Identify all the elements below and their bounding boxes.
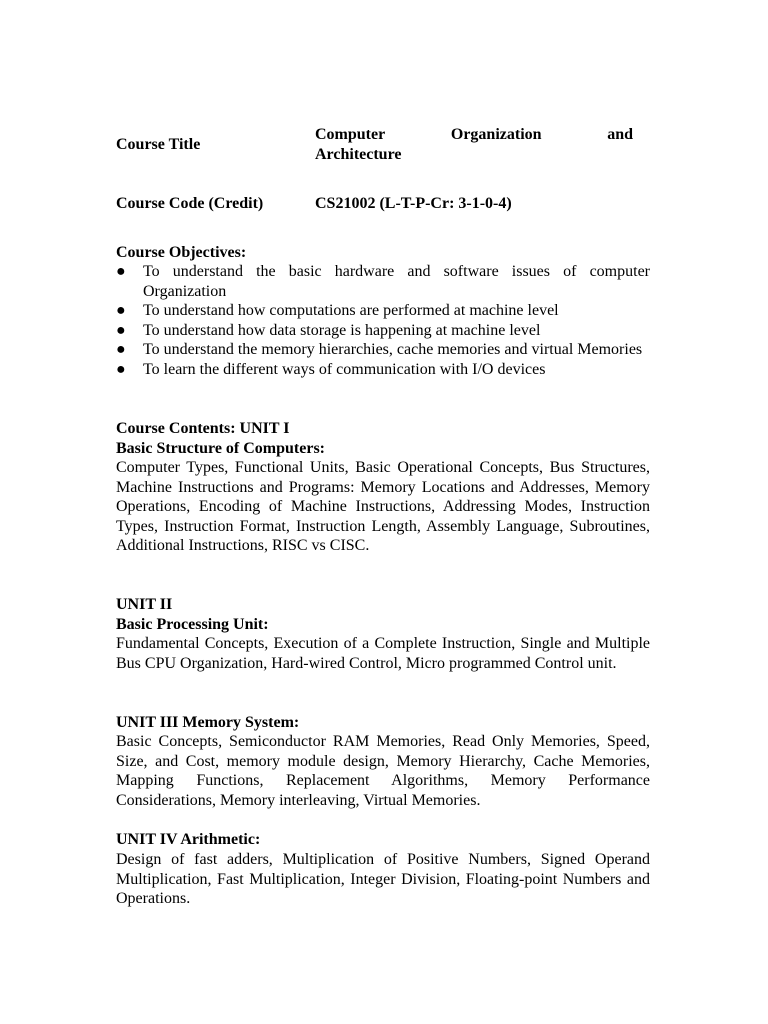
objective-text: To understand the basic hardware and software issues of computer Organization: [143, 263, 650, 300]
course-title-value-line1: [315, 125, 633, 145]
objectives-list: [116, 262, 650, 380]
unit-3-body: Basic Concepts, Semiconductor RAM Memories, Read Only Memories, Speed, Size, and Cost, memory module design, Memory Hierarchy, Cache Memories, Mapping Functions, Replacement Algorithms, Memory Performance Considerations, Memory interleaving, Virtual Memories.: [116, 733, 650, 809]
unit-4-body: Design of fast adders, Multiplication of Positive Numbers, Signed Operand Multiplication, Fast Multiplication, Integer Division, Floating-point Numbers and Operations.: [116, 851, 650, 908]
unit-1-body: Computer Types, Functional Units, Basic Operational Concepts, Bus Structures, Machine Instructions and Programs: Memory Locations and Addresses, Memory Operations, Encoding of Machine Instructions, Addressing Modes, Instruction Types, Instruction Format, Instruction Length, Assembly Language, Subroutines, Additional Instructions, RISC vs CISC.: [116, 459, 650, 555]
unit-1-heading: Course Contents: UNIT I: [116, 420, 290, 437]
course-title-value-line2: Architecture: [315, 145, 402, 163]
objective-item: [116, 301, 650, 321]
objective-item: [116, 262, 650, 301]
course-title-label: Course Title: [116, 136, 201, 153]
course-code-label: Course Code (Credit): [116, 195, 264, 212]
unit-3-heading: UNIT III Memory System:: [116, 714, 300, 731]
objective-item: [116, 340, 650, 360]
unit-4-heading: UNIT IV Arithmetic:: [116, 831, 261, 848]
course-title-word: and: [607, 126, 633, 143]
objective-text: To learn the different ways of communication with I/O devices: [143, 360, 546, 378]
unit-2-heading: UNIT II: [116, 596, 173, 613]
bullet-icon: ●: [116, 341, 126, 359]
bullet-icon: ●: [116, 360, 126, 378]
course-title-word: Computer: [315, 126, 386, 143]
unit-1-subheading: Basic Structure of Computers:: [116, 440, 326, 457]
objective-text: To understand how data storage is happening at machine level: [143, 321, 541, 339]
bullet-icon: ●: [116, 302, 126, 320]
objective-text: To understand the memory hierarchies, cache memories and virtual Memories: [143, 341, 643, 359]
bullet-icon: ●: [116, 321, 126, 339]
unit-2-body: Fundamental Concepts, Execution of a Complete Instruction, Single and Multiple Bus CPU Organization, Hard-wired Control, Micro programmed Control unit.: [116, 635, 650, 672]
objective-item: [116, 360, 650, 380]
course-title-word: Organization: [450, 126, 542, 143]
objective-item: [116, 321, 650, 341]
objective-text: To understand how computations are performed at machine level: [143, 302, 559, 320]
course-title-value: [315, 125, 633, 164]
objectives-heading: Course Objectives:: [116, 244, 247, 261]
unit-2-subheading: Basic Processing Unit:: [116, 616, 269, 633]
bullet-icon: ●: [116, 263, 126, 280]
course-code-value: CS21002 (L-T-P-Cr: 3-1-0-4): [315, 195, 512, 212]
